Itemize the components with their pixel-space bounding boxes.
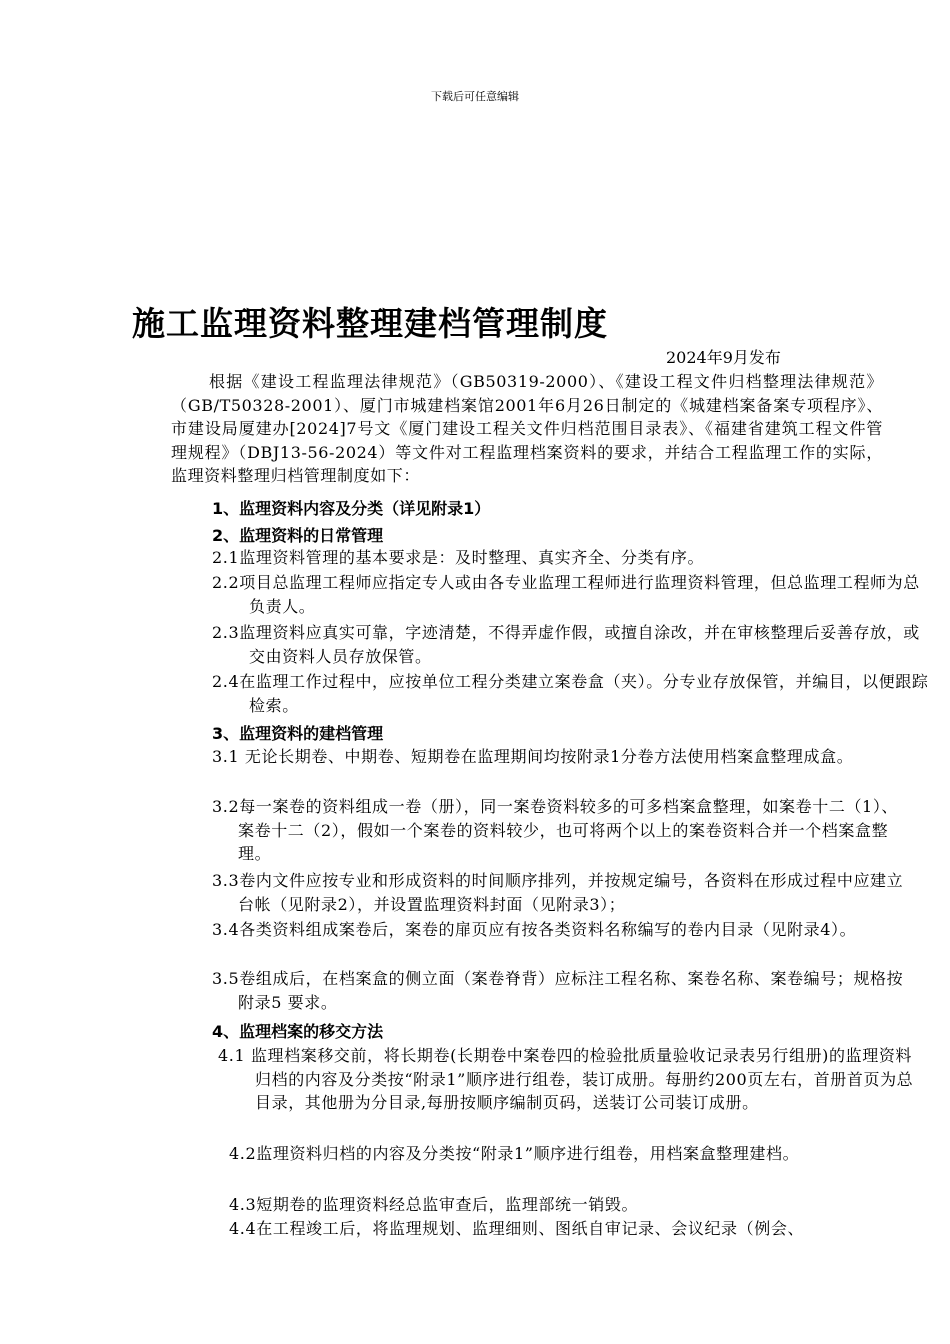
clause-3-2: 3.2每一案卷的资料组成一卷（册），同一案卷资料较多的可多档案盒整理，如案卷十二（1）、案卷十二（2），假如一个案卷的资料较少，也可将两个以上的案卷资料合并一个档案盒整理。: [212, 797, 899, 863]
intro-paragraph: 根据《建设工程监理法律规范》（GB50319-2000）、《建设工程文件归档整理法律规范》（GB/T50328-2001）、厦门市城建档案馆2001年6月26日制定的《城建档案备案专项程序》、市建设局厦建办[2024]7号文《厦门建设工程关文件归档范围目录表》、《福建省建筑工程文件管理规程》（DBJ13-56-2024）等文件对工程监理档案资料的要求，并结合工程监理工作的实际，监理资料整理归档管理制度如下：: [171, 372, 883, 485]
clause-4-1: 4.1 监理档案移交前，将长期卷(长期卷中案卷四的检验批质量验收记录表另行组册)的监理资料归档的内容及分类按“附录1”顺序进行组卷，装订成册。每册约200页左右，首册首页为总目录，其他册为分目录,每册按顺序编制页码，送装订公司装订成册。: [218, 1046, 914, 1112]
clause-2-2: 2.2项目总监理工程师应指定专人或由各专业监理工程师进行监理资料管理，但总监理工程师为总负责人。: [212, 573, 920, 616]
clause-4-2: 4.2监理资料归档的内容及分类按“附录1”顺序进行组卷，用档案盒整理建档。: [229, 1144, 800, 1163]
clause-3-4: 3.4各类资料组成案卷后，案卷的扉页应有按各类资料名称编写的卷内目录（见附录4）。: [212, 920, 857, 939]
clause-2-4: 2.4在监理工作过程中，应按单位工程分类建立案卷盒（夹）。分专业存放保管，并编目，以便跟踪检索。: [212, 672, 929, 715]
clause-2-3: 2.3监理资料应真实可靠，字迹清楚，不得弄虚作假，或擅自涂改，并在审核整理后妥善存放，或交由资料人员存放保管。: [212, 623, 920, 666]
clause-2-1: 2.1监理资料管理的基本要求是：及时整理、真实齐全、分类有序。: [212, 548, 705, 567]
clause-4-4: 4.4在工程竣工后，将监理规划、监理细则、图纸自审记录、会议纪录（例会、: [229, 1219, 805, 1238]
section-heading-3: 3、监理资料的建档管理: [212, 724, 384, 743]
clause-3-3: 3.3卷内文件应按专业和形成资料的时间顺序排列，并按规定编号，各资料在形成过程中应建立台帐（见附录2），并设置监理资料封面（见附录3）；: [212, 871, 904, 914]
document-title: 施工监理资料整理建档管理制度: [132, 304, 608, 343]
clause-4-3: 4.3短期卷的监理资料经总监审查后，监理部统一销毁。: [229, 1195, 639, 1214]
clause-3-1: 3.1 无论长期卷、中期卷、短期卷在监理期间均按附录1分卷方法使用档案盒整理成盒。: [212, 747, 854, 766]
clause-3-5: 3.5卷组成后，在档案盒的侧立面（案卷脊背）应标注工程名称、案卷名称、案卷编号；规格按附录5 要求。: [212, 969, 904, 1012]
section-heading-2: 2、监理资料的日常管理: [212, 526, 384, 545]
page-header-note: 下载后可任意编辑: [431, 90, 519, 103]
section-heading-1: 1、监理资料内容及分类（详见附录1）: [212, 499, 491, 518]
section-heading-4: 4、监理档案的移交方法: [212, 1022, 384, 1041]
publish-date: 2024年9月发布: [666, 348, 781, 367]
